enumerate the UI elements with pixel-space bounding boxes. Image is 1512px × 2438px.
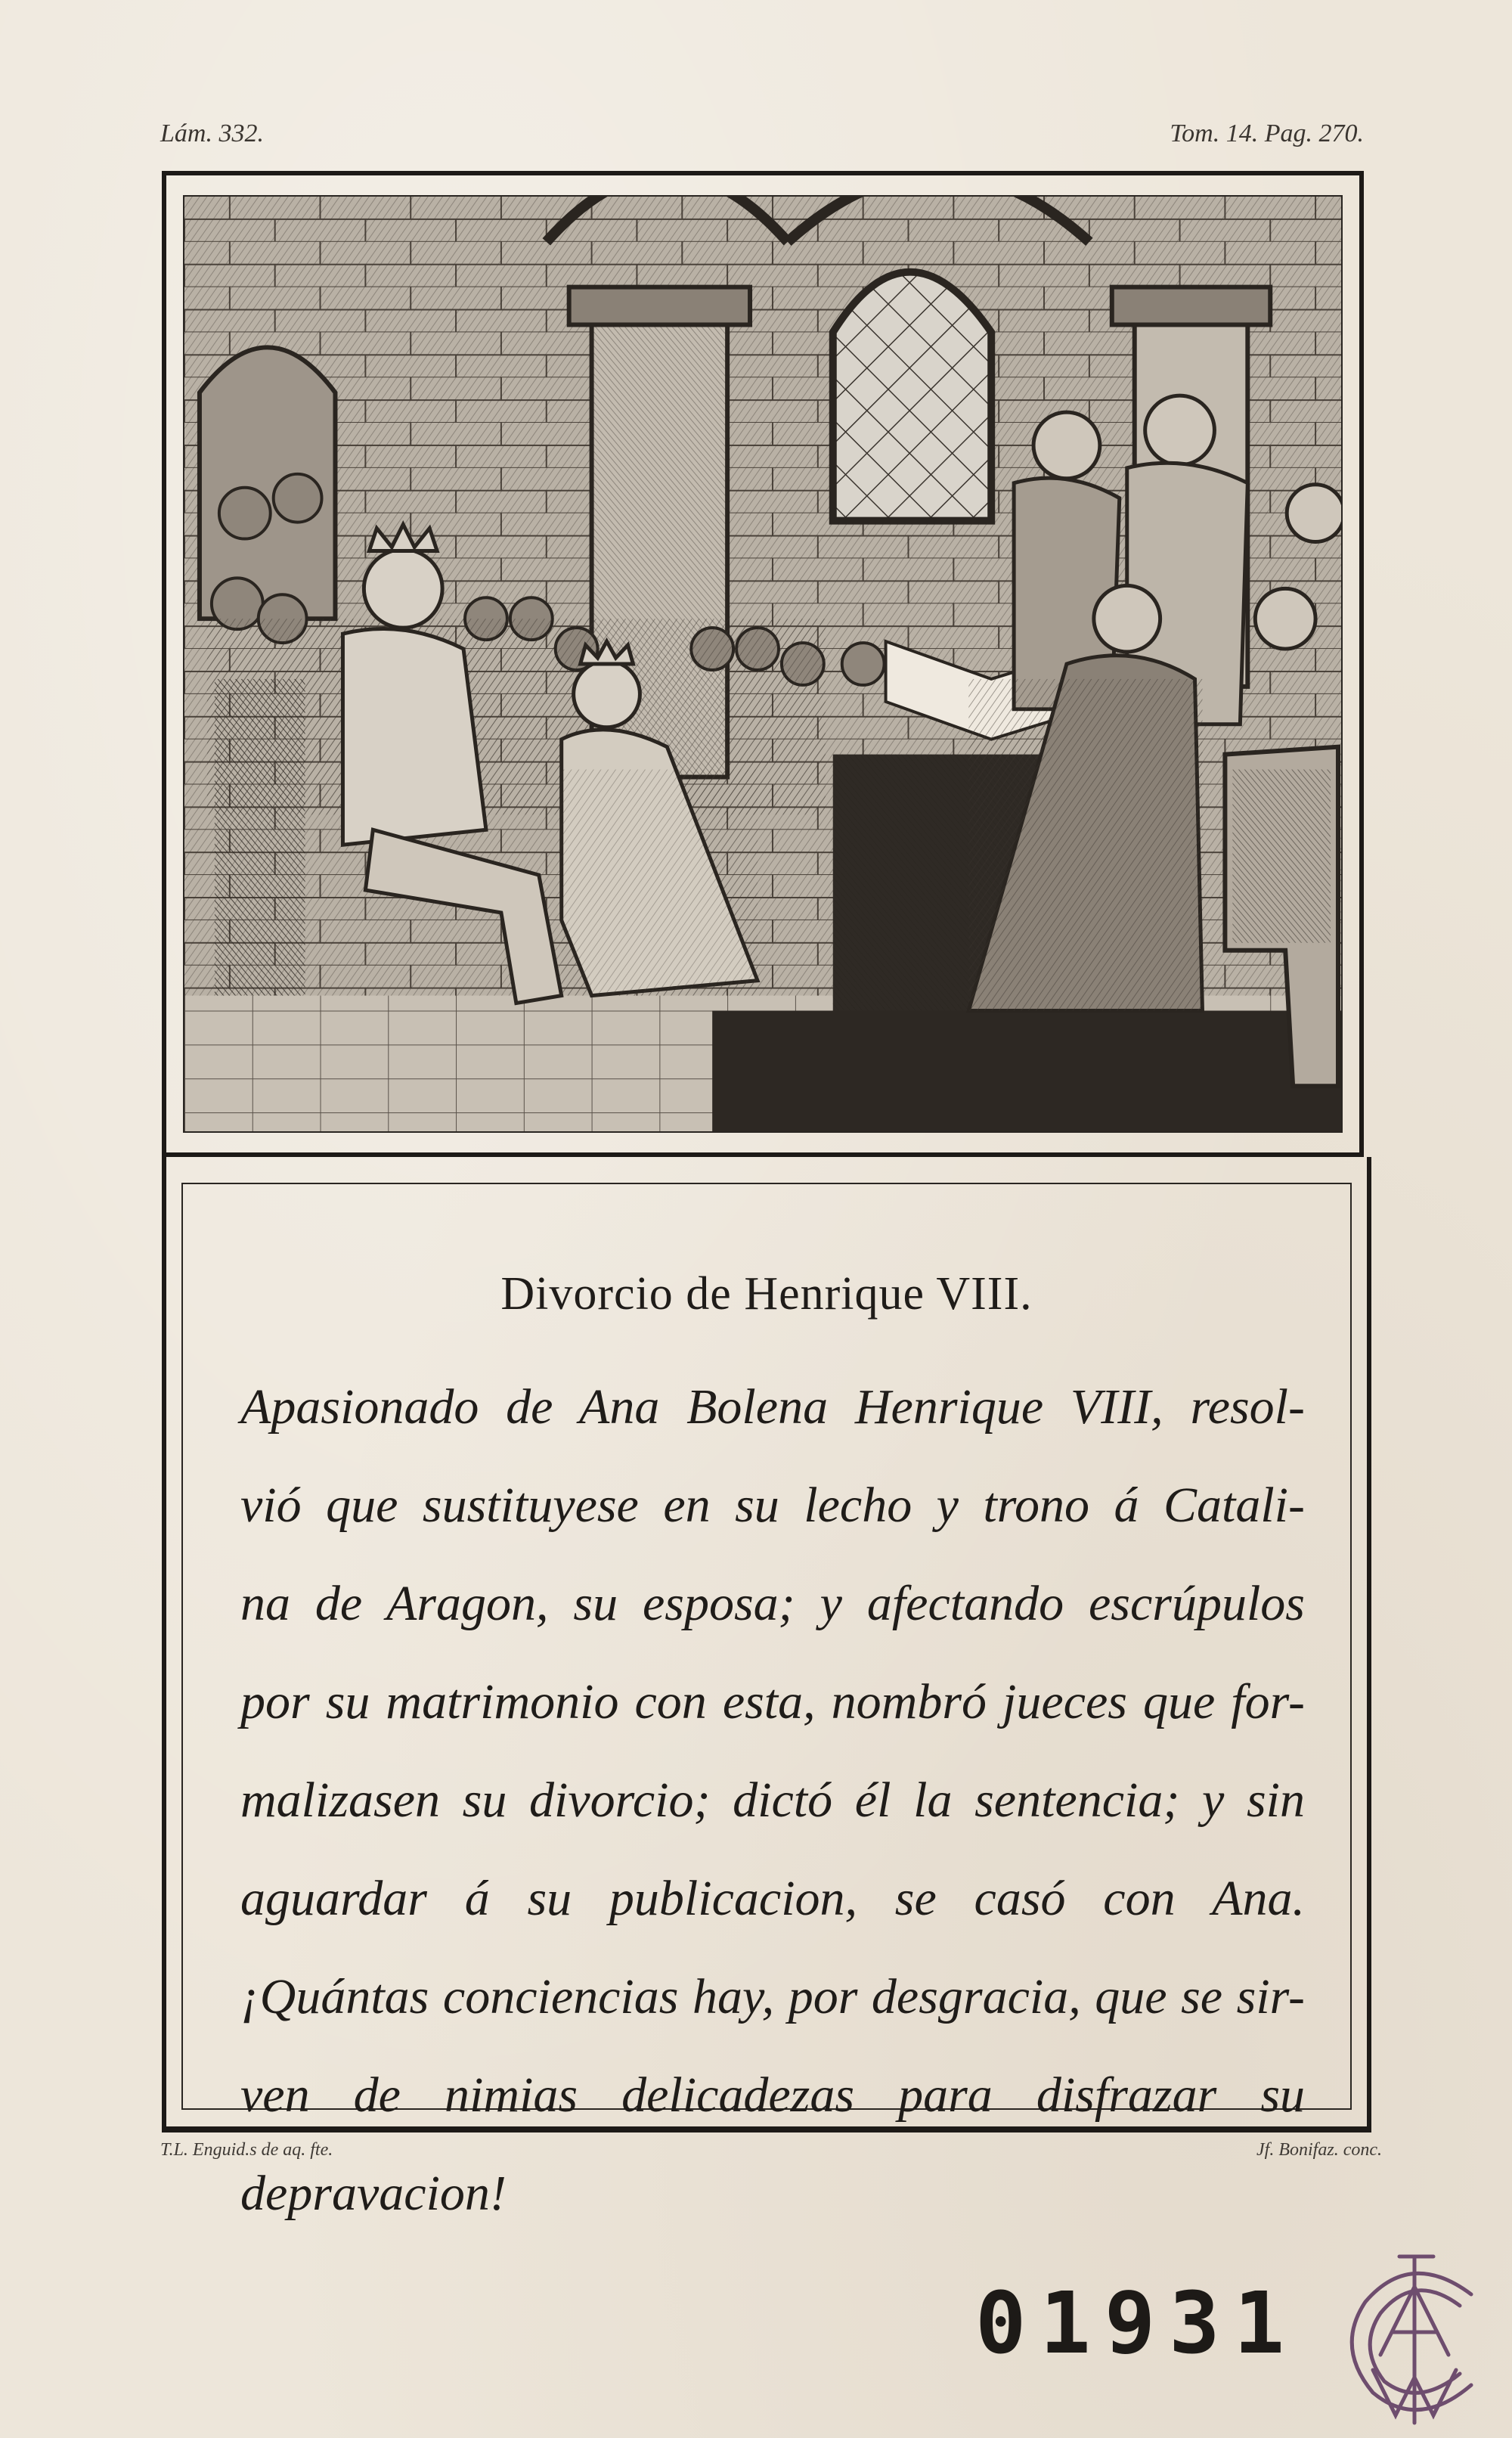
- volume-page: Tom. 14. Pag. 270.: [1170, 119, 1364, 147]
- caption-line: malizasen su divorcio; dictó él la sentencia; y sin: [240, 1773, 1305, 1828]
- caption-text: [240, 1358, 1305, 2243]
- caption-line: na de Aragon, su esposa; y afectando escrúpulos: [240, 1576, 1305, 1631]
- engraver-credit-left: T.L. Enguid.s de aq. fte.: [160, 2140, 333, 2160]
- engraving-scene: [183, 195, 1343, 1133]
- caption-title: Divorcio de Henrique VIII.: [500, 1268, 1033, 1320]
- caption-line: ven de nimias delicadezas para disfrazar su: [240, 2067, 1305, 2123]
- caption-line: aguardar á su publicacion, se casó con Ana.: [240, 1871, 1305, 1926]
- engraver-credit-right: Jf. Bonifaz. conc.: [1256, 2140, 1382, 2160]
- engraving-frame: [162, 171, 1364, 1157]
- monogram-stamp-icon: [1328, 2241, 1501, 2430]
- caption-line: depravacion!: [240, 2166, 507, 2221]
- caption-line: vió que sustituyese en su lecho y trono á Catali-: [240, 1478, 1305, 1533]
- caption-line: por su matrimonio con esta, nombró jueces que for-: [240, 1674, 1305, 1729]
- plate-number: Lám. 332.: [160, 119, 264, 147]
- caption-line: Apasionado de Ana Bolena Henrique VIII, resol-: [240, 1379, 1305, 1435]
- engraving-illustration: [184, 197, 1341, 1131]
- inventory-number: 01931: [975, 2275, 1299, 2373]
- caption-line: ¡Quántas conciencias hay, por desgracia, que se sir-: [240, 1969, 1305, 2024]
